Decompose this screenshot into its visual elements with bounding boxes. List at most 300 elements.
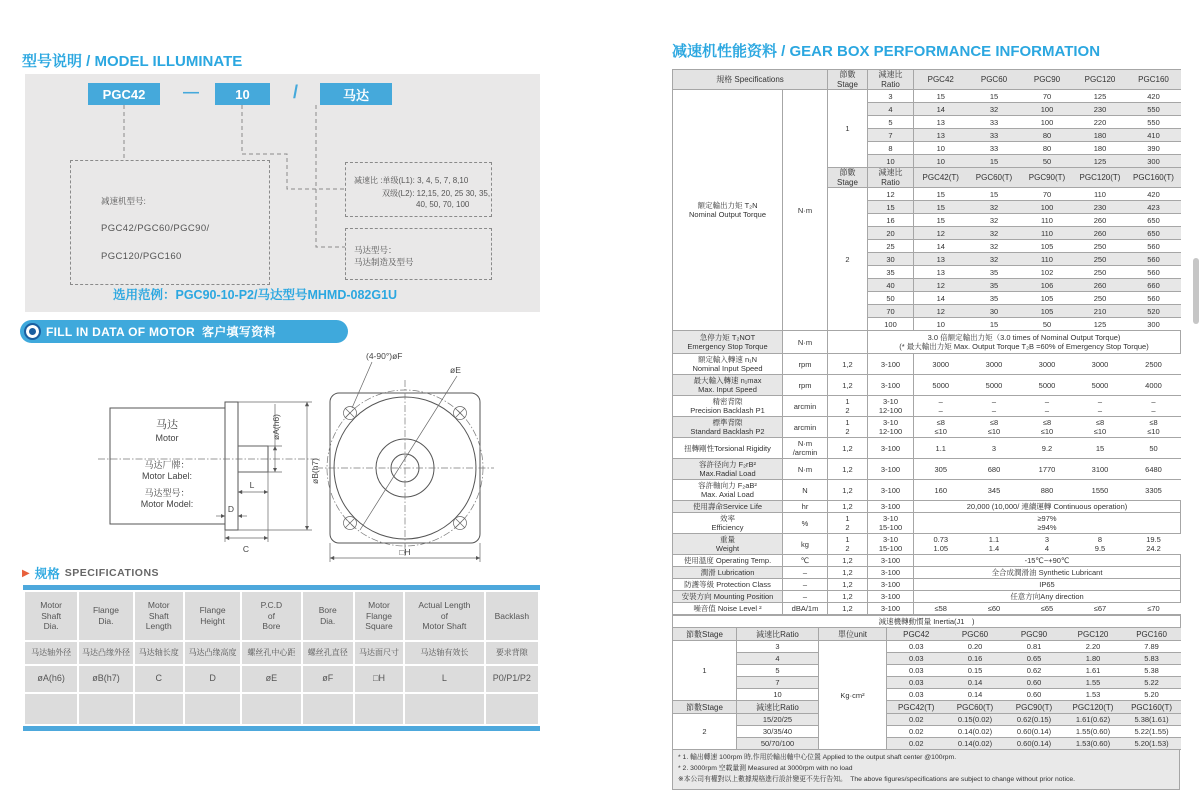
stage-cell: 1 2 — [828, 513, 868, 534]
spec-header-row — [25, 592, 538, 640]
cell: ≤8 ≤10 — [914, 417, 968, 438]
cell: 5000 — [968, 375, 1021, 396]
cell: – – — [968, 396, 1021, 417]
ratio-cell: 3-100 — [868, 591, 914, 603]
cell: 4000 — [1127, 375, 1181, 396]
note-line: 马达型号： — [354, 245, 397, 255]
column-header-cn: 马达轴有效长 — [405, 642, 483, 664]
unit-cell: dBA/1m — [783, 603, 828, 615]
cell: 560 — [1127, 292, 1181, 305]
cell: 0.15(0.02) — [946, 714, 1005, 726]
motor-brand-en: Motor Label: — [141, 471, 193, 481]
ratio-cell: 7 — [868, 129, 914, 142]
column-header-cn: 马达凸缘外径 — [79, 642, 132, 664]
cell: 0.15 — [946, 665, 1005, 677]
cell: 1550 — [1074, 480, 1127, 501]
torque-row — [673, 90, 1181, 103]
cell: 5000 — [1021, 375, 1074, 396]
ratio-cell: 15/20/25 — [737, 714, 819, 726]
column-header: Bore Dia. — [303, 592, 353, 640]
fill-in-cell — [242, 694, 300, 724]
cell: 14 — [914, 292, 968, 305]
cell: 110 — [1021, 253, 1074, 266]
unit-cell: – — [783, 579, 828, 591]
value-cell: 任意方向Any direction — [914, 591, 1181, 603]
cell: 5000 — [1074, 375, 1127, 396]
model-illuminate-title: 型号说明 / MODEL ILLUMINATE — [22, 53, 243, 70]
cell: 2500 — [1127, 354, 1181, 375]
column-header: PGC42(T) — [914, 168, 968, 188]
unit-cell: arcmin — [783, 396, 828, 417]
ratio-cell: 3-100 — [868, 603, 914, 615]
column-header: PGC60(T) — [946, 701, 1005, 714]
banner-text-cn: 客户填写资料 — [201, 325, 276, 339]
column-header: PGC42(T) — [887, 701, 946, 714]
unit-cell: ℃ — [783, 555, 828, 567]
spec-row — [673, 603, 1181, 615]
cell: 6480 — [1127, 459, 1181, 480]
inertia-header-row — [673, 628, 1181, 641]
cell: 13 — [914, 116, 968, 129]
cell: 560 — [1127, 253, 1181, 266]
gearbox-model-note — [70, 160, 270, 285]
cell: 0.14 — [946, 677, 1005, 689]
cell: 80 — [1021, 142, 1074, 155]
cell: 220 — [1074, 116, 1127, 129]
cell: 33 — [968, 129, 1021, 142]
motor-model-note — [345, 228, 492, 280]
footnotes — [672, 750, 1180, 790]
cell: 106 — [1021, 279, 1074, 292]
table-bottom-bar — [23, 726, 540, 731]
column-header: PGC60(T) — [968, 168, 1021, 188]
spec-row — [673, 567, 1181, 579]
cell: 100 — [1021, 116, 1074, 129]
column-header: PGC160 — [1123, 628, 1181, 641]
unit-cell: rpm — [783, 354, 828, 375]
cell: 250 — [1074, 292, 1127, 305]
dim-shaft-length: L — [249, 480, 255, 490]
ratio-cell: 3-100 — [868, 438, 914, 459]
ratio-cell: 30/35/40 — [737, 726, 819, 738]
spec-label: 安裝方向 Mounting Position — [673, 591, 783, 603]
cell: 0.03 — [887, 665, 946, 677]
cell: 7.89 — [1123, 641, 1181, 653]
cell: 5.38(1.61) — [1123, 714, 1181, 726]
ratio-cell: 5 — [868, 116, 914, 129]
cell: 32 — [968, 103, 1021, 116]
cell: ≤8 ≤10 — [968, 417, 1021, 438]
column-header: PGC90 — [1005, 628, 1064, 641]
cell: 50 — [1021, 318, 1074, 331]
spec-label: 容許軸向力 F₂aB² Max. Axial Load — [673, 480, 783, 501]
inertia-title-row — [673, 616, 1181, 628]
cell: 390 — [1127, 142, 1181, 155]
stage-cell: 1,2 — [828, 354, 868, 375]
ratio-cell: 3-100 — [868, 354, 914, 375]
cell: 160 — [914, 480, 968, 501]
column-header: 減速比Ratio — [737, 701, 819, 714]
column-header: P.C.D of Bore — [242, 592, 300, 640]
cell: 0.16 — [946, 653, 1005, 665]
dim-flange-dia: øB(h7) — [310, 458, 320, 484]
fill-in-data-banner — [20, 320, 348, 343]
fill-in-cell — [185, 694, 240, 724]
stage-cell: 1 2 — [828, 417, 868, 438]
column-header: PGC120 — [1064, 628, 1123, 641]
cell: 12 — [914, 227, 968, 240]
fill-in-cell — [486, 694, 538, 724]
inertia-row — [673, 689, 1181, 701]
cell: 0.73 1.05 — [914, 534, 968, 555]
spec-label: 使用溫度 Operating Temp. — [673, 555, 783, 567]
symbol-cell: øB(h7) — [79, 666, 132, 692]
cell: ≤70 — [1127, 603, 1181, 615]
ratio-cell: 3-10 15-100 — [868, 534, 914, 555]
cell: 260 — [1074, 214, 1127, 227]
column-header-cn: 螺丝孔中心距 — [242, 642, 300, 664]
ratio-cell: 3-100 — [868, 567, 914, 579]
stage-cell: 1,2 — [828, 579, 868, 591]
cell: 15 — [914, 201, 968, 214]
cell: – – — [1021, 396, 1074, 417]
cell: 423 — [1127, 201, 1181, 214]
cell: 32 — [968, 253, 1021, 266]
spec-label: 重量 Weight — [673, 534, 783, 555]
motor-label-cn: 马达 — [156, 419, 178, 431]
column-header: PGC90(T) — [1021, 168, 1074, 188]
spec-row — [673, 591, 1181, 603]
spec-row — [673, 480, 1181, 501]
ratio-cell: 3-100 — [868, 501, 914, 513]
cell: 32 — [968, 201, 1021, 214]
cell: 33 — [968, 142, 1021, 155]
stage-cell: 1,2 — [828, 567, 868, 579]
motor-model-cn: 马达型号： — [144, 488, 190, 498]
spec-symbol-row — [25, 666, 538, 692]
cell: 15 — [968, 188, 1021, 201]
inertia-table — [672, 615, 1181, 750]
footnote-line: ※本公司有權對以上數據規格進行設計變更不先行告知。 The above figures/specifications are subject to change without prior notice. — [678, 776, 1076, 784]
stage-cell: 1 — [828, 90, 868, 168]
cell: 110 — [1021, 214, 1074, 227]
stage-cell: 1,2 — [828, 438, 868, 459]
column-header: 節數Stage — [673, 701, 737, 714]
ratio-cell: 3-100 — [868, 480, 914, 501]
value-cell: 全合成潤滑油 Synthetic Lubricant — [914, 567, 1181, 579]
cell: 33 — [968, 116, 1021, 129]
symbol-cell: P0/P1/P2 — [486, 666, 538, 692]
column-header-cn: 要求背隙 — [486, 642, 538, 664]
stage-cell: 1 2 — [828, 396, 868, 417]
cell: 32 — [968, 240, 1021, 253]
fill-in-cell — [355, 694, 403, 724]
column-header: PGC42 — [887, 628, 946, 641]
column-header: Actual Length of Motor Shaft — [405, 592, 483, 640]
cell: 0.60(0.14) — [1005, 726, 1064, 738]
value-cell: -15℃~+90℃ — [914, 555, 1181, 567]
column-header: 節數Stage — [673, 628, 737, 641]
column-header: PGC160(T) — [1123, 701, 1181, 714]
cell: 345 — [968, 480, 1021, 501]
spec-row — [673, 459, 1181, 480]
cell: 32 — [968, 214, 1021, 227]
spec-row — [673, 555, 1181, 567]
cell: 420 — [1127, 90, 1181, 103]
cell: 3100 — [1074, 459, 1127, 480]
cell: 0.03 — [887, 677, 946, 689]
value-cell: IP65 — [914, 579, 1181, 591]
column-header: PGC120 — [1074, 70, 1127, 90]
column-header: PGC60 — [968, 70, 1021, 90]
motor-label-en: Motor — [155, 433, 179, 443]
note-line: 减速比 :单级(L1): 3, 4, 5, 7, 8,10 — [354, 176, 469, 185]
cell: 0.14 — [946, 689, 1005, 701]
cell: 0.65 — [1005, 653, 1064, 665]
cell: 125 — [1074, 318, 1127, 331]
ratio-cell: 3-10 15-100 — [868, 513, 914, 534]
inertia-row — [673, 641, 1181, 653]
cell: – – — [1074, 396, 1127, 417]
note-line: PGC120/PGC160 — [101, 251, 182, 262]
cell: 9.2 — [1021, 438, 1074, 459]
cell: 5.20(1.53) — [1123, 738, 1181, 750]
value-cell: 20,000 (10,000/ 連續運轉 Continuous operation) — [914, 501, 1181, 513]
symbol-cell: C — [135, 666, 183, 692]
cell: 50 — [1021, 155, 1074, 168]
column-header: 節數 Stage — [828, 168, 868, 188]
ratio-cell: 8 — [868, 142, 914, 155]
column-header: Motor Shaft Length — [135, 592, 183, 640]
column-header: PGC120(T) — [1064, 701, 1123, 714]
cell: 260 — [1074, 279, 1127, 292]
cell: 0.02 — [887, 726, 946, 738]
cell: 880 — [1021, 480, 1074, 501]
ratio-cell: 7 — [737, 677, 819, 689]
column-header: 減速比Ratio — [737, 628, 819, 641]
model-code-ratio: 10 — [215, 83, 270, 105]
ratio-cell: 50/70/100 — [737, 738, 819, 750]
cell: 0.03 — [887, 653, 946, 665]
cell: 15 — [914, 214, 968, 227]
ratio-cell: 40 — [868, 279, 914, 292]
column-header: 單位unit — [819, 628, 887, 641]
cell: 0.62(0.15) — [1005, 714, 1064, 726]
spec-label: 額定輸出力矩 T₂N Nominal Output Torque — [673, 90, 783, 331]
cell: 1.1 1.4 — [968, 534, 1021, 555]
ratio-cell: 35 — [868, 266, 914, 279]
target-circle-icon — [26, 325, 39, 338]
cell: 13 — [914, 129, 968, 142]
column-header: 減速比 Ratio — [868, 168, 914, 188]
motor-model-en: Motor Model: — [140, 499, 194, 509]
symbol-cell: øF — [303, 666, 353, 692]
column-header: PGC120(T) — [1074, 168, 1127, 188]
ratio-cell: 70 — [868, 305, 914, 318]
footnote-line: * 2. 3000rpm 空載量測 Measured at 3000rpm with no load — [678, 765, 853, 773]
column-header-cn: 马达轴长度 — [135, 642, 183, 664]
ratio-cell: 25 — [868, 240, 914, 253]
dim-shaft-dia: øA(h6) — [271, 414, 281, 440]
cell: 70 — [1021, 188, 1074, 201]
scrollbar-thumb[interactable] — [1193, 258, 1199, 324]
stage-cell — [828, 331, 868, 354]
unit-cell: – — [783, 591, 828, 603]
inertia-row — [673, 714, 1181, 726]
cell: 19.5 24.2 — [1127, 534, 1181, 555]
performance-table-block — [672, 69, 1182, 790]
spec-label: 急停力矩 T₂NOT Emergency Stop Torque — [673, 331, 783, 354]
cell: 0.60(0.14) — [1005, 738, 1064, 750]
stage-cell: 1,2 — [828, 501, 868, 513]
cell: 100 — [1021, 201, 1074, 214]
dim-flange-height: D — [227, 504, 235, 514]
cell: 12 — [914, 305, 968, 318]
cell: 560 — [1127, 240, 1181, 253]
stage-cell: 1,2 — [828, 591, 868, 603]
cell: 15 — [968, 318, 1021, 331]
column-header: PGC60 — [946, 628, 1005, 641]
spec-label: 容許径向力 F₂rB² Max.Radial Load — [673, 459, 783, 480]
ratio-cell: 15 — [868, 201, 914, 214]
cell: ≤65 — [1021, 603, 1074, 615]
cell: 300 — [1127, 155, 1181, 168]
column-header-cn: 螺丝孔直径 — [303, 642, 353, 664]
cell: ≤67 — [1074, 603, 1127, 615]
stage-cell: 1,2 — [828, 459, 868, 480]
unit-cell: N — [783, 480, 828, 501]
cell: 110 — [1021, 227, 1074, 240]
cell: 10 — [914, 155, 968, 168]
cell: 180 — [1074, 142, 1127, 155]
stage-cell: 2 — [673, 714, 737, 750]
cell: 3305 — [1127, 480, 1181, 501]
column-header: Flange Dia. — [79, 592, 132, 640]
spec-empty-row — [25, 694, 538, 724]
fill-in-cell — [79, 694, 132, 724]
note-line: PGC42/PGC60/PGC90/ — [101, 223, 210, 234]
column-header: Flange Height — [185, 592, 240, 640]
cell: 8 9.5 — [1074, 534, 1127, 555]
spec-row — [673, 579, 1181, 591]
cell: 110 — [1074, 188, 1127, 201]
ratio-cell: 3-100 — [868, 579, 914, 591]
cell: 1.55(0.60) — [1064, 726, 1123, 738]
stage-cell: 1 — [673, 641, 737, 701]
cell: 13 — [914, 266, 968, 279]
cell: 3 — [968, 438, 1021, 459]
column-header: 規格 Specifications — [673, 70, 828, 90]
value-cell: ≥97% ≥94% — [914, 513, 1181, 534]
cell: ≤60 — [968, 603, 1021, 615]
cell: 1.80 — [1064, 653, 1123, 665]
stage-cell: 1,2 — [828, 480, 868, 501]
column-header-cn: 马达面尺寸 — [355, 642, 403, 664]
ratio-cell: 3 — [737, 641, 819, 653]
dim-flange-square: □H — [399, 547, 411, 557]
spec-row — [673, 438, 1181, 459]
cell: 180 — [1074, 129, 1127, 142]
symbol-cell: øA(h6) — [25, 666, 77, 692]
cell: 680 — [968, 459, 1021, 480]
cell: 0.20 — [946, 641, 1005, 653]
ratio-cell: 3-10 12-100 — [868, 396, 914, 417]
dim-bore: (4-90°)øF — [366, 351, 403, 361]
cell: ≤8 ≤10 — [1074, 417, 1127, 438]
cell: 5.38 — [1123, 665, 1181, 677]
cell: 250 — [1074, 266, 1127, 279]
unit-cell: hr — [783, 501, 828, 513]
cell: 35 — [968, 266, 1021, 279]
cell: ≤8 ≤10 — [1021, 417, 1074, 438]
cell: 0.60 — [1005, 689, 1064, 701]
stage-cell: 2 — [828, 188, 868, 331]
cell: – – — [1127, 396, 1181, 417]
motor-dimension-drawing — [20, 346, 540, 568]
cell: 520 — [1127, 305, 1181, 318]
unit-cell: – — [783, 567, 828, 579]
cell: 550 — [1127, 103, 1181, 116]
spec-row — [673, 501, 1181, 513]
cell: 14 — [914, 103, 968, 116]
ratio-cell: 30 — [868, 253, 914, 266]
cell: 300 — [1127, 318, 1181, 331]
cell: 260 — [1074, 227, 1127, 240]
column-header: PGC160(T) — [1127, 168, 1181, 188]
spec-title-cn: 规格 — [34, 567, 60, 581]
cell: 650 — [1127, 214, 1181, 227]
cell: 410 — [1127, 129, 1181, 142]
model-code-slash: / — [293, 82, 299, 102]
cell: 15 — [914, 90, 968, 103]
inertia-row — [673, 677, 1181, 689]
cell: 0.03 — [887, 689, 946, 701]
cell: 105 — [1021, 292, 1074, 305]
cell: 3000 — [914, 354, 968, 375]
cell: 560 — [1127, 266, 1181, 279]
cell: 50 — [1127, 438, 1181, 459]
column-header: 節數 Stage — [828, 70, 868, 90]
spec-row — [673, 331, 1181, 354]
dim-pcd: øE — [450, 365, 461, 375]
performance-title: 减速机性能资料 / GEAR BOX PERFORMANCE INFORMATION — [672, 43, 1101, 60]
fill-in-cell — [405, 694, 483, 724]
ratio-cell: 3-10 12-100 — [868, 417, 914, 438]
cell: 35 — [968, 279, 1021, 292]
column-header: 減速比 Ratio — [868, 70, 914, 90]
note-line: 双级(L2): 12,15, 20, 25 30, 35, — [382, 189, 491, 198]
spec-row — [673, 417, 1181, 438]
column-header: Motor Shaft Dia. — [25, 592, 77, 640]
cell: 125 — [1074, 90, 1127, 103]
spec-label: 精密背隙 Precision Backlash P1 — [673, 396, 783, 417]
cell: 0.81 — [1005, 641, 1064, 653]
cell: 15 — [968, 155, 1021, 168]
inertia-row — [673, 665, 1181, 677]
cell: 70 — [1021, 90, 1074, 103]
cell: 15 — [1074, 438, 1127, 459]
cell: 420 — [1127, 188, 1181, 201]
column-header: PGC160 — [1127, 70, 1181, 90]
symbol-cell: □H — [355, 666, 403, 692]
cell: 3000 — [968, 354, 1021, 375]
cell: 30 — [968, 305, 1021, 318]
cell: 5.22(1.55) — [1123, 726, 1181, 738]
ratio-cell: 3-100 — [868, 555, 914, 567]
cell: 3000 — [1021, 354, 1074, 375]
specifications-caption — [22, 564, 159, 582]
spec-label: 防護等級 Protection Class — [673, 579, 783, 591]
